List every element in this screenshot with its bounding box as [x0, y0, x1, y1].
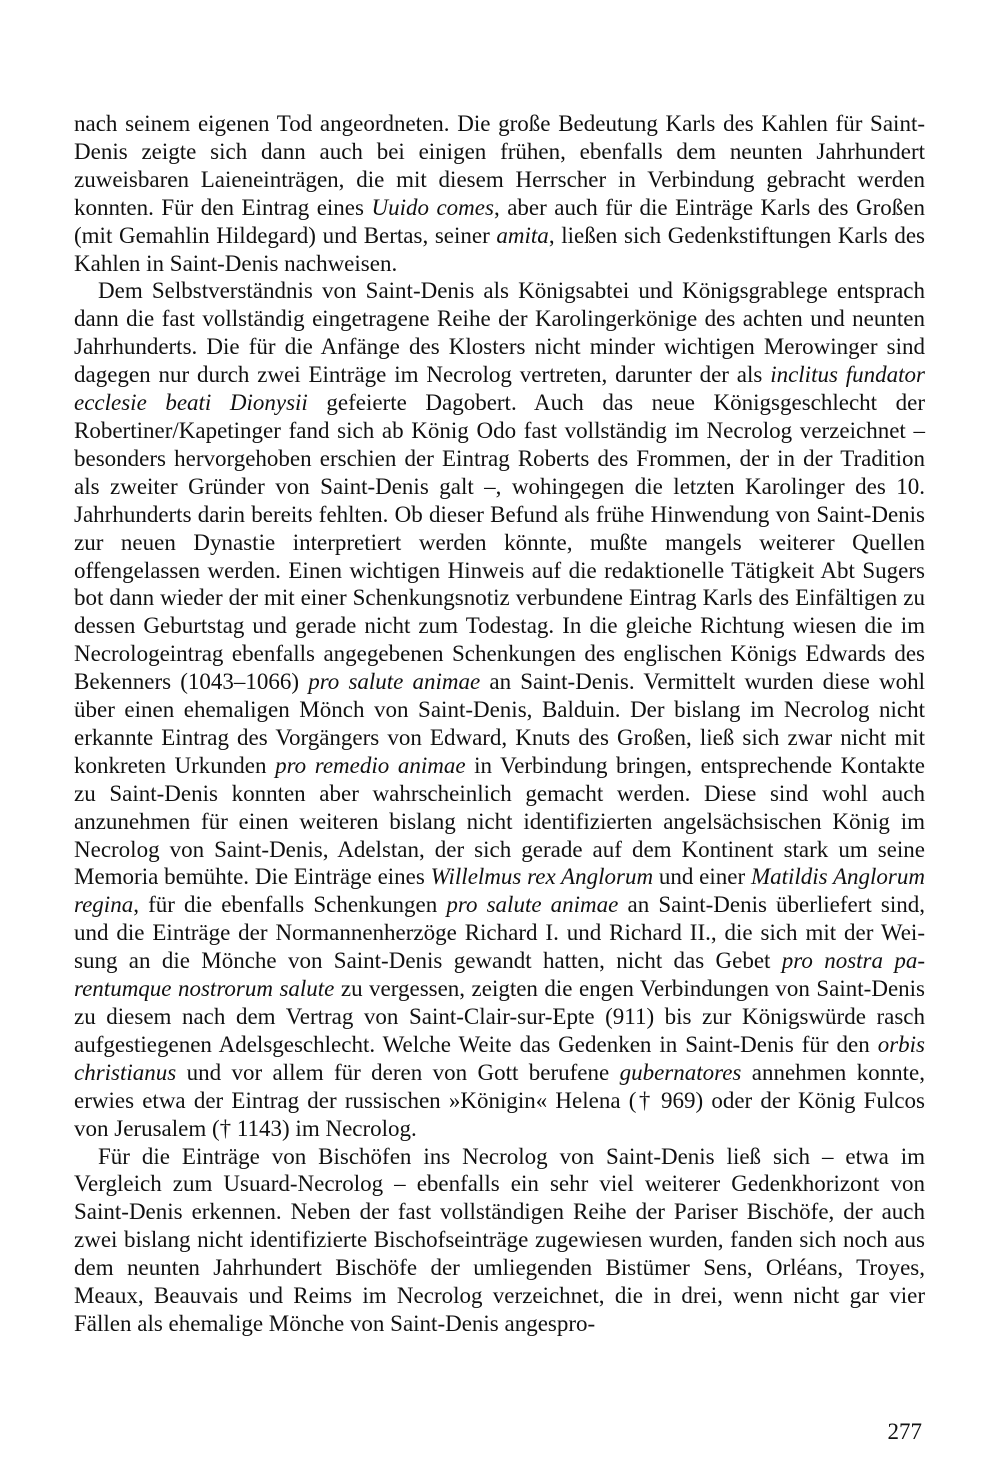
italic-phrase: Matildis Anglorum regina — [74, 864, 925, 918]
italic-phrase: pro remedio animae — [275, 752, 466, 778]
body-paragraph — [74, 277, 925, 1142]
text-run: zu vergessen, zeigten die engen Verbindungen von Saint-Denis zu diesem nach dem Vertrag von Saint-Clair-sur-Epte (911) bis zur Königswürde rasch aufgestiegenen Adelsgeschlecht. Welche Weite das Gedenken in Saint-Denis für den — [74, 976, 925, 1057]
italic-phrase: pro salute animae — [308, 669, 481, 695]
text-run: an Saint-Denis. Vermittelt wurden diese wohl über einen ehemaligen Mönch von Saint-Denis, Balduin. Der bislang im Necrolog nicht erkannte Eintrag des Vorgängers von Edward, Knuts des Großen, ließ sich zwar nicht mit konkreten Urkunden — [74, 669, 925, 778]
text-run: gefeierte Dagobert. Auch das neue Königsgeschlecht der Robertiner/Kapetinger fand sich ab König Odo fast vollständig im Necrolog verzeichnet – besonders hervorgehoben erschien der Eintrag Roberts des Frommen, der in der Tradition als zweiter Gründer von Saint-Denis galt –, wohingegen die letzten Karolinger des 10. Jahrhunderts darin bereits fehlten. Ob dieser Befund als frühe Hinwendung von Saint-Denis zur neuen Dynastie interpretiert werden könnte, mußte mangels weiterer Quellen offengelassen werden. Einen wichtigen Hinweis auf die redaktionelle Tätigkeit Abt Sugers bot dann wieder der mit einer Schenkungsnotiz verbundene Eintrag Karls des Einfältigen zu dessen Geburtstag und gerade nicht zum Todestag. In die gleiche Richtung wiesen die im Necrologeintrag ebenfalls angegebenen Schenkungen des englischen Königs Edwards des Bekenners (1043–1066) — [74, 390, 925, 695]
text-run: in Verbindung bringen, entsprechende Kontakte zu Saint-Denis konnten aber wahrscheinlich gemacht werden. Diese sind wohl auch anzunehmen für einen weiteren bislang nicht identifizierten angelsächsischen König im Necrolog von Saint-Denis, Adelstan, der sich gerade auf dem Kontinent stark um seine Memoria bemühte. Die Einträge eines — [74, 752, 925, 890]
text-run: und vor allem für deren von Gott berufene — [176, 1059, 620, 1085]
text-run: Dem Selbstverständnis von Saint-Denis als Königsabtei und Königsgrablege entsprach dann die fast vollständig eingetragene Reihe der Karolingerkönige des achten und neunten Jahrhunderts. Die für die Anfänge des Klosters nicht minder wichtigen Merowinger sind dagegen nur durch zwei Einträge im Necrolog vertreten, darunter der als — [74, 278, 925, 388]
text-run: , aber auch für die Einträge Karls des Großen (mit Gemahlin Hildegard) und Bertas, seiner — [74, 194, 925, 248]
text-run: und einer — [653, 864, 751, 890]
text-run: Für die Einträge von Bischöfen ins Necrolog von Saint-Denis ließ sich – etwa im Vergleich zum Usuard-Necrolog – ebenfalls ein sehr viel weiterer Gedenkhorizont von Saint-Denis erkennen. Neben der fast vollständigen Reihe der Pariser Bischöfe, der auch zwei bislang nicht identifizierte Bischofseinträge zugewiesen wurden, fanden sich noch aus dem neunten Jahrhundert Bischöfe der umliegenden Bistümer Sens, Orléans, Troyes, Meaux, Beauvais und Reims im Necrolog verzeichnet, die in drei, wenn nicht gar vier Fällen als ehemalige Mönche von Saint-Denis angespro- — [74, 1143, 925, 1336]
italic-phrase: orbis christianus — [74, 1031, 925, 1085]
page-number: 277 — [887, 1419, 922, 1444]
text-run: an Saint-Denis überliefert sind, und die Einträge der Normannenherzöge Richard I. und Richard II., die sich mit der Weisung an die Mönche von Saint-Denis gewandt hatten, nicht das Gebet — [74, 892, 926, 974]
italic-phrase: pro nostra parentumque nostrorum salute — [74, 948, 926, 1002]
page-body — [74, 110, 925, 1338]
text-run: nach seinem eigenen Tod angeordneten. Die große Bedeutung Karls des Kahlen für Saint-Denis zeigte sich dann auch bei einigen frühen, ebenfalls dem neunten Jahrhundert zuweisbaren Laieneinträgen, die mit diesem Herrscher in Verbindung gebracht werden konnten. Für den Eintrag eines — [74, 111, 925, 220]
italic-phrase: gubernatores — [619, 1059, 742, 1085]
text-run: , für die ebenfalls Schenkungen — [133, 892, 447, 918]
italic-phrase: amita — [496, 222, 549, 248]
italic-phrase: inclitus fundator ecclesie beati Dionysii — [74, 362, 925, 416]
italic-phrase: pro salute animae — [446, 892, 619, 918]
text-run: annehmen konnte, erwies etwa der Eintrag der russischen »Königin« Helena († 969) oder der König Fulcos von Jerusalem († 1143) im Necrolog. — [74, 1059, 925, 1141]
text-run: , ließen sich Gedenkstiftungen Karls des Kahlen in Saint-Denis nachweisen. — [74, 222, 925, 276]
body-paragraph — [74, 1143, 925, 1338]
italic-phrase: Uuido comes — [371, 194, 494, 220]
body-paragraph — [74, 110, 925, 277]
italic-phrase: Willelmus rex Anglorum — [430, 864, 654, 890]
